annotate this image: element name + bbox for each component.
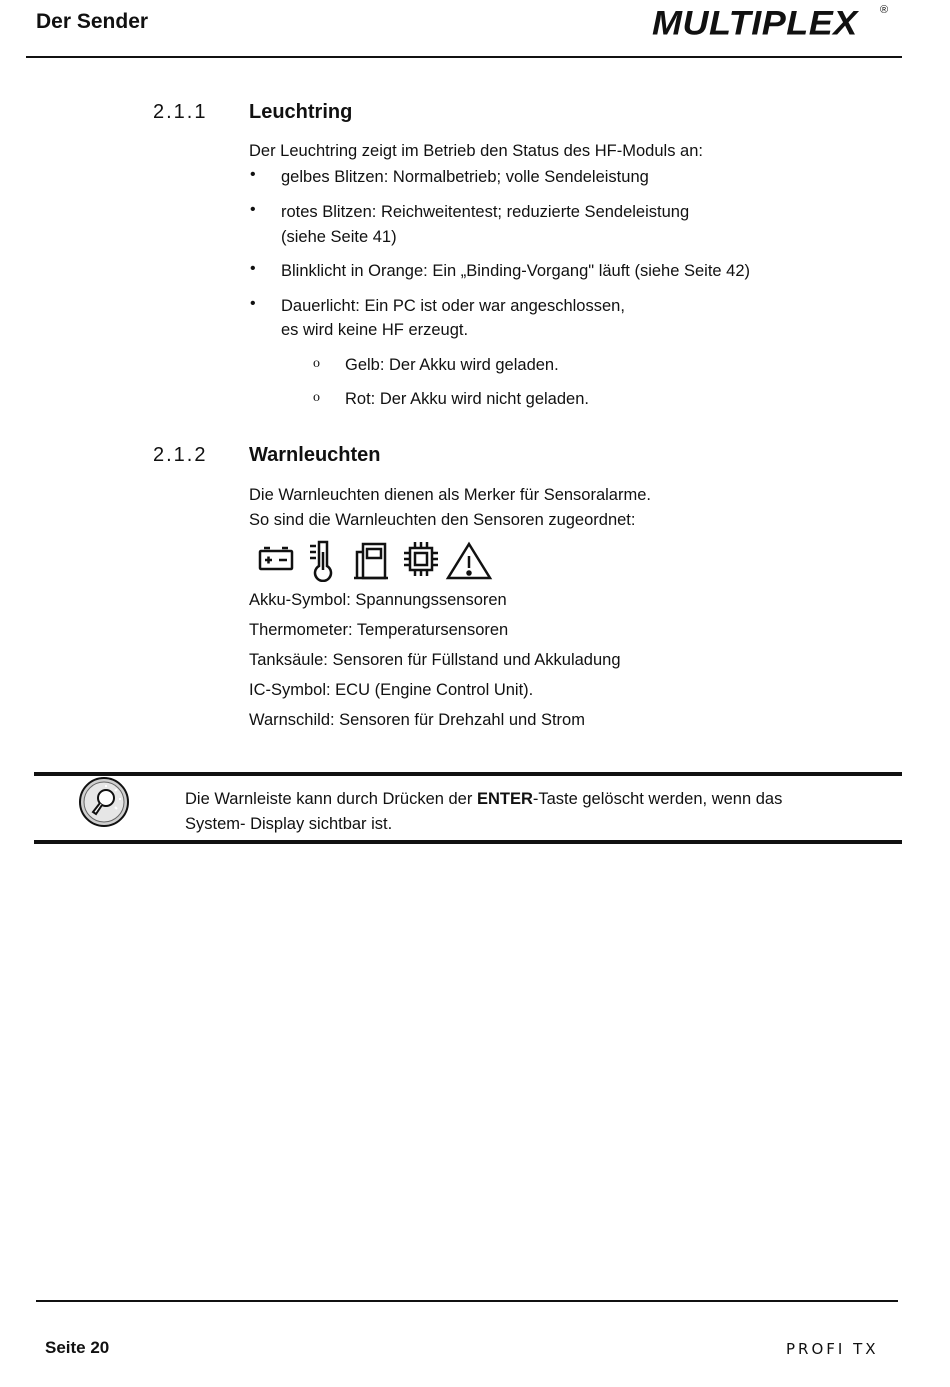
thermometer-icon [310, 542, 331, 581]
section-intro: Die Warnleuchten dienen als Merker für Sensoralarme. [249, 486, 651, 504]
brand-logo: MULTIPLEX [652, 3, 858, 42]
bullet-item: Blinklicht in Orange: Ein „Binding-Vorgang" läuft (siehe Seite 42) [281, 262, 751, 280]
registered-mark: ® [880, 4, 889, 16]
section-title: Warnleuchten [249, 444, 381, 466]
note-bottom-rule [34, 840, 902, 844]
page-header-title: Der Sender [36, 10, 149, 33]
ic-chip-icon [404, 542, 438, 576]
product-name: PROFI TX [786, 1340, 879, 1358]
section-number: 2.1.1 [153, 101, 208, 123]
bullet-item: Dauerlicht: Ein PC ist oder war angeschlossen, [281, 297, 625, 315]
warning-triangle-icon [448, 544, 490, 578]
subbullet-marker: o [313, 390, 320, 405]
bullet-item-continuation: (siehe Seite 41) [281, 228, 397, 246]
bullet-marker: • [250, 166, 256, 183]
header-rule [26, 56, 902, 58]
subbullet-item: Rot: Der Akku wird nicht geladen. [345, 390, 589, 408]
note-enter-key: ENTER [476, 790, 533, 808]
sensor-mapping-item: Tanksäule: Sensoren für Füllstand und Akkuladung [249, 651, 621, 669]
fuel-pump-icon [354, 544, 388, 578]
note-text-before: Die Warnleiste kann durch Drücken der [185, 790, 477, 808]
bullet-marker: • [250, 260, 256, 277]
bullet-marker: • [250, 295, 256, 312]
note-top-rule [34, 772, 902, 776]
section-number: 2.1.2 [153, 444, 208, 466]
bullet-item-continuation: es wird keine HF erzeugt. [281, 321, 469, 339]
sensor-mapping-item: Thermometer: Temperatursensoren [249, 621, 509, 639]
footer-rule [36, 1300, 898, 1302]
bullet-item: gelbes Blitzen: Normalbetrieb; volle Sendeleistung [281, 168, 649, 186]
subbullet-item: Gelb: Der Akku wird geladen. [345, 356, 559, 374]
lightbulb-icon [78, 776, 130, 828]
battery-icon [260, 548, 292, 569]
sensor-mapping-item: IC-Symbol: ECU (Engine Control Unit). [249, 681, 534, 699]
note-text [185, 787, 885, 811]
sensor-mapping-item: Akku-Symbol: Spannungssensoren [249, 591, 507, 609]
note-text-after: -Taste gelöscht werden, wenn das [532, 790, 783, 808]
subbullet-marker: o [313, 356, 320, 371]
section-title: Leuchtring [249, 101, 353, 123]
section-intro: Der Leuchtring zeigt im Betrieb den Status des HF-Moduls an: [249, 142, 703, 160]
note-text-line2: System- Display sichtbar ist. [185, 815, 393, 833]
sensor-mapping-item: Warnschild: Sensoren für Drehzahl und Strom [249, 711, 585, 729]
warning-icons-row [252, 538, 502, 582]
bullet-marker: • [250, 201, 256, 218]
page-number: Seite 20 [45, 1338, 110, 1357]
bullet-item: rotes Blitzen: Reichweitentest; reduzierte Sendeleistung [281, 203, 690, 221]
section-intro: So sind die Warnleuchten den Sensoren zugeordnet: [249, 511, 636, 529]
